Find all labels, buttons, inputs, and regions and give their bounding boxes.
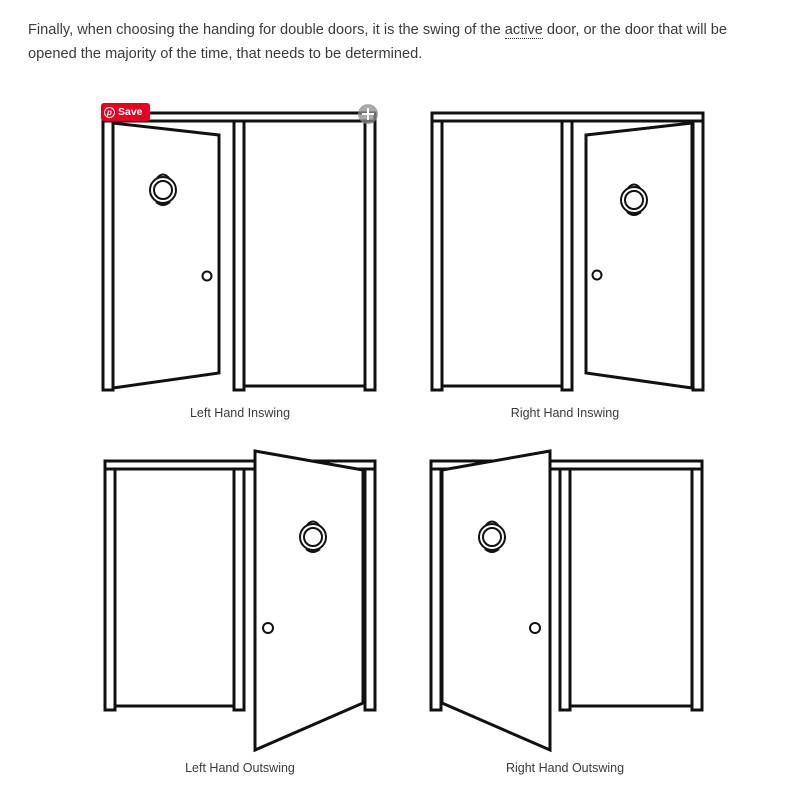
caption-left-hand-outswing: Left Hand Outswing xyxy=(185,761,295,775)
diagram-right-hand-outswing xyxy=(420,445,710,755)
pin-save-label: Save xyxy=(118,106,143,118)
intro-text-start: Finally, when choosing the handing for double doors, it is the swing of the xyxy=(28,22,505,38)
diagram-left-hand-inswing xyxy=(95,105,385,400)
diagram-left-hand-outswing xyxy=(95,445,385,755)
diagram-right-hand-inswing xyxy=(420,105,710,400)
intro-text-end: door, or the door that will be opened the majority of the time, that needs to be determined. xyxy=(28,22,728,62)
active-term-link[interactable]: active xyxy=(504,22,543,38)
pinterest-save-button[interactable] xyxy=(101,103,150,121)
caption-left-hand-inswing: Left Hand Inswing xyxy=(189,406,291,420)
caption-right-hand-outswing: Right Hand Outswing xyxy=(505,761,625,775)
zoom-plus-icon[interactable] xyxy=(358,104,378,124)
intro-paragraph xyxy=(28,18,773,66)
pinterest-icon: p xyxy=(104,107,115,118)
caption-right-hand-inswing: Right Hand Inswing xyxy=(510,406,620,420)
